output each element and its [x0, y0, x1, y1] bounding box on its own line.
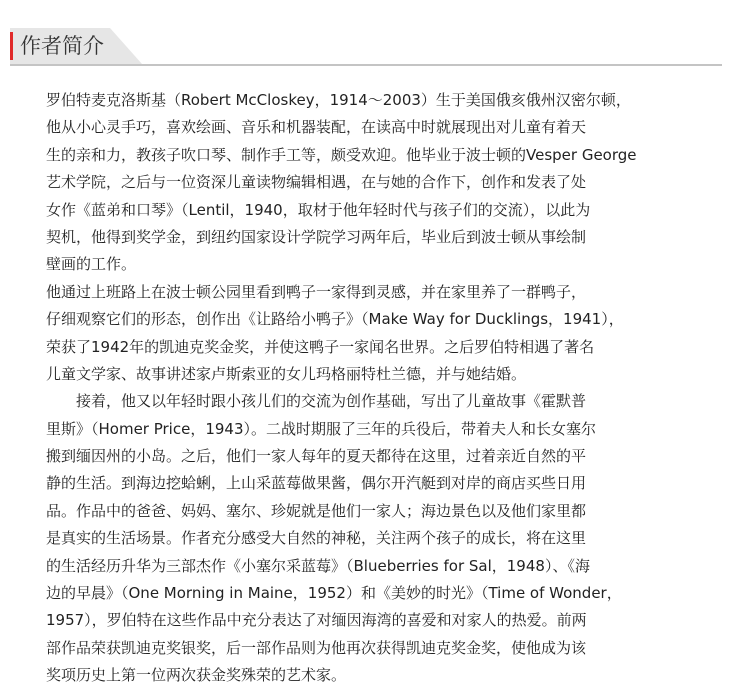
text-line: 契机，他得到奖学金，到纽约国家设计学院学习两年后，毕业后到波士顿从事绘制	[46, 227, 587, 246]
text-line: 荣获了1942年的凯迪克奖金奖，并使这鸭子一家闻名世界。之后罗伯特相遇了著名	[46, 337, 595, 356]
text-line: 艺术学院，之后与一位资深儿童读物编辑相遇，在与她的合作下，创作和发表了处	[46, 173, 587, 192]
text-line: 他通过上班路上在波士顿公园里看到鸭子一家得到灵感，并在家里养了一群鸭子，	[46, 282, 587, 301]
text-line: 搬到缅因州的小岛。之后，他们一家人每年的夏天都待在这里，过着亲近自然的平	[46, 447, 587, 466]
text-line: 女作《蓝弟和口琴》（Lentil，1940，取材于他年轻时代与孩子们的交流），以此为	[46, 200, 591, 219]
header-divider	[10, 64, 722, 66]
text-line: 静的生活。到海边挖蛤蜊，上山采蓝莓做果酱，偶尔开汽艇到对岸的商店买些日用	[46, 474, 587, 493]
text-line: 1957），罗伯特在这些作品中充分表达了对缅因海湾的喜爱和对家人的热爱。前两	[46, 611, 587, 630]
text-line: 是真实的生活场景。作者充分感受大自然的神秘，关注两个孩子的成长，将在这里	[46, 529, 587, 548]
text-line: 壁画的工作。	[46, 255, 137, 274]
text-line: 里斯》（Homer Price，1943）。二战时期服了三年的兵役后，带着夫人和长女塞尔	[46, 419, 597, 438]
text-line: 接着，他又以年轻时跟小孩儿们的交流为创作基础，写出了儿童故事《霍默普	[76, 392, 587, 411]
author-bio	[46, 87, 696, 690]
text-line: 仔细观察它们的形态，创作出《让路给小鸭子》（Make Way for Ducklings，1941），	[46, 310, 624, 329]
section-title: 作者简介	[20, 34, 104, 58]
bio-paragraph	[46, 87, 696, 279]
text-line: 奖项历史上第一位两次获金奖殊荣的艺术家。	[46, 666, 347, 685]
bio-paragraph	[46, 388, 696, 689]
text-line: 生的亲和力，教孩子吹口琴、制作手工等，颇受欢迎。他毕业于波士顿的Vesper George	[46, 145, 637, 164]
text-line: 边的早晨》（One Morning in Maine，1952）和《美妙的时光》（Time of Wonder，	[46, 584, 622, 603]
section-header	[10, 28, 722, 66]
text-line: 部作品荣获凯迪克奖银奖，后一部作品则为他再次获得凯迪克奖金奖，使他成为该	[46, 638, 587, 657]
text-line: 品。作品中的爸爸、妈妈、塞尔、珍妮就是他们一家人；海边景色以及他们家里都	[46, 501, 587, 520]
text-line: 他从小心灵手巧，喜欢绘画、音乐和机器装配，在读高中时就展现出对儿童有着天	[46, 118, 587, 137]
text-line: 罗伯特麦克洛斯基（Robert McCloskey，1914～2003）生于美国俄亥俄州汉密尔顿，	[46, 91, 631, 109]
bio-paragraph	[46, 279, 696, 389]
text-line: 儿童文学家、故事讲述家卢斯索亚的女儿玛格丽特杜兰德，并与她结婚。	[46, 364, 527, 383]
header-accent-bar	[10, 32, 13, 60]
text-line: 的生活经历升华为三部杰作《小塞尔采蓝莓》（Blueberries for Sal，1948）、《海	[46, 556, 590, 575]
